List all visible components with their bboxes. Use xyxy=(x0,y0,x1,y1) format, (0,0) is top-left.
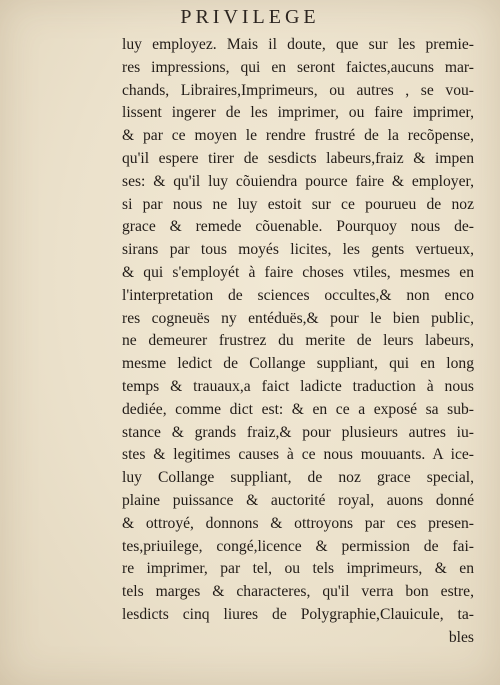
text-line: ne demeurer frustrez du merite de leurs labeurs, xyxy=(122,332,474,350)
text-line: & ottroyé, donnons & ottroyons par ces presen- xyxy=(122,514,474,532)
text-line: stance & grands fraiz,& pour plusieurs autres iu- xyxy=(122,423,474,441)
text-line: lesdicts cinq liures de Polygraphie,Clauicule, ta- xyxy=(122,605,474,623)
text-line: & qui s'employét à faire choses vtiles, mesmes en xyxy=(122,263,474,281)
text-line: qu'il espere tirer de sesdicts labeurs,fraiz & impen xyxy=(122,149,474,167)
text-line: tels marges & characteres, qu'il verra bon estre, xyxy=(122,583,474,601)
text-line: lissent ingerer de les imprimer, ou faire imprimer, xyxy=(122,104,474,122)
text-line: chands, Libraires,Imprimeurs, ou autres , se vou- xyxy=(122,81,474,99)
text-line: l'interpretation de sciences occultes,& non enco xyxy=(122,286,474,304)
text-line: ses: & qu'il luy cõuiendra pource faire & employer, xyxy=(122,172,474,190)
text-line: & par ce moyen le rendre frustré de la recõpense, xyxy=(122,127,474,145)
text-line: dediée, comme dict est: & en ce a exposé sa sub- xyxy=(122,400,474,418)
running-head: PRIVILEGE xyxy=(180,6,320,28)
text-line: grace & remede cõuenable. Pourquoy nous de- xyxy=(122,218,474,236)
text-line: mesme ledict de Collange suppliant, qui en long xyxy=(122,355,474,373)
text-line: luy employez. Mais il doute, que sur les premie- xyxy=(122,36,474,53)
text-line: temps & trauaux,a faict ladicte traduction à nous xyxy=(122,377,474,395)
text-line: stes & legitimes causes à ce nous mouuants. A ice- xyxy=(122,446,474,464)
text-line: re imprimer, par tel, ou tels imprimeurs, & en xyxy=(122,560,474,578)
text-line: sirans par tous moyés licites, les gents vertueux, xyxy=(122,241,474,259)
text-line: plaine puissance & auctorité royal, auons donné xyxy=(122,491,474,509)
text-line: tes,priuilege, congé,licence & permission de fai- xyxy=(122,537,474,555)
catchword: bles xyxy=(448,628,474,646)
text-line: res impressions, qui en seront faictes,aucuns mar- xyxy=(122,58,474,76)
text-line: res cogneuës ny entéduës,& pour le bien public, xyxy=(122,309,474,327)
body-text xyxy=(122,34,474,650)
text-line: si par nous ne luy estoit sur ce pourueu de noz xyxy=(122,195,474,213)
text-line: luy Collange suppliant, de noz grace special, xyxy=(122,469,474,487)
